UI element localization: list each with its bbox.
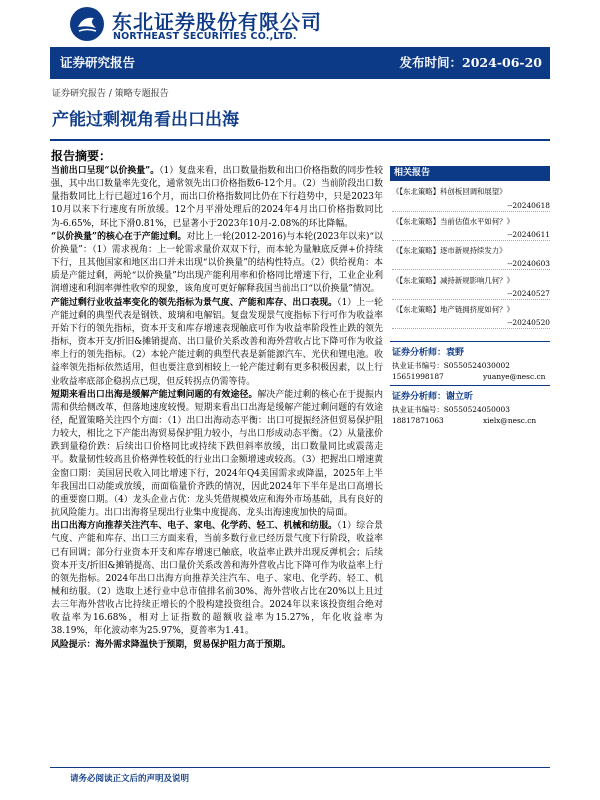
- summary-paragraph: [51, 389, 383, 521]
- divider: [392, 299, 550, 300]
- related-report-link[interactable]: 《【东北策略】当前估值水平如何？》: [392, 217, 514, 226]
- analyst-email[interactable]: xielx@nesc.cn: [483, 416, 537, 425]
- related-report-link[interactable]: 《【东北策略】逐市新规持续发力》: [392, 246, 507, 255]
- footer-disclaimer: 请务必阅读正文后的声明及说明: [70, 774, 190, 784]
- related-report-link[interactable]: 《【东北策略】科创板回调和展望》: [392, 187, 507, 196]
- analyst-license: 执业证书编号：S0550524030002: [392, 361, 510, 370]
- paragraph-lead: 产能过剩行业收益率变化的领先指标为景气度、产能和库存、出口表现。: [51, 297, 338, 308]
- risk-warning-text: 风险提示：海外需求降温快于预期，贸易保护阻力高于预期。: [51, 639, 291, 650]
- paragraph-lead: 出口出海方向推荐关注汽车、电子、家电、化学药、轻工、机械和纺服。: [51, 521, 338, 532]
- analyst-phone: 15651998187: [392, 372, 444, 381]
- analyst-heading: 证券分析师：谢立昕: [392, 392, 474, 402]
- company-logo-icon: [70, 7, 104, 41]
- paragraph-lead: “以价换量”的核心在于产能过剩。: [51, 231, 187, 242]
- publish-date-label: 发布时间：2024-06-20: [399, 55, 542, 70]
- paragraph-text: （1）复盘来看，出口数量指数和出口价格指数的同步性较强，其中出口数量率先变化，通常领先出口价格指数6-12个月。（2）当前阶段出口数量指数同比上行已超过16个月，而出口价格指数同比仍在下行趋势中，只是2023年10月以来下行速度有所放缓。12个月平滑处理后的2024年4月出口价格指数同比为-6.65%，环比下滑0.81%，已显著小于2023年10月-2.08%的环比降幅。: [51, 166, 383, 229]
- divider: [392, 211, 550, 212]
- summary-body: [51, 165, 383, 652]
- related-report-link[interactable]: 《【东北策略】减持新规影响几何？》: [392, 276, 514, 285]
- related-report-link[interactable]: 《【东北策略】地产链拥挤度如何？》: [392, 305, 514, 314]
- breadcrumb: 证券研究报告 / 策略专题报告: [52, 89, 169, 99]
- related-report-date: --20240618: [507, 201, 550, 210]
- related-reports-heading: 相关报告: [390, 166, 550, 181]
- report-type-label: 证券研究报告: [60, 55, 136, 70]
- report-title: 产能过剩视角看出口出海: [52, 110, 239, 130]
- paragraph-text: 对比上一轮(2012-2016)与本轮(2023年以来)“以价换量”：（1）需求视角：上一轮需求量价双双下行，而本轮为量触底反弹+价持续下行，且其他国家和地区出口并未出现“以价换量”的结构性特点。（2）供给视角：本质是产能过剩，两轮“以价换量”均出现产能利用率和价格同比增速下行，工业企业利润增速和利润率弹性收窄的现象，该角度可更好解释我国当前出口“以价换量”情况。: [51, 231, 383, 295]
- footer-divider: [50, 767, 550, 768]
- related-report-date: --20240611: [507, 230, 550, 239]
- risk-warning: [51, 639, 383, 652]
- paragraph-text: （1）综合景气度、产能和库存、出口三方面来看，当前多数行业已经历景气度下行阶段，收益率已有回调；部分行业资本开支和库存增速已触底，收益率止跌并出现反弹机会；后续资本开支/折旧&摊销提高、出口量价关系改善和海外营收占比下降可作为收益率上行的领先指标。2024年出口出海方向推荐关注汽车、电子、家电、化学药、轻工、机械和纺服。（2）选取上述行业中总市值排名前30%、海外营收占比在20%以上且过去三年海外营收占比持续正增长的个股构建投资组合。2024年以来该投资组合绝对收益率为16.68%，相对上证指数的超额收益率为15.27%，年化收益率为38.19%，年化波动率为25.97%，夏普率为1.41。: [51, 521, 383, 637]
- analyst-email[interactable]: yuanye@nesc.cn: [483, 372, 546, 381]
- analyst-phone: 18817871063: [392, 416, 444, 425]
- company-name-en: NORTHEAST SECURITIES CO.,LTD.: [113, 31, 297, 42]
- summary-paragraph: [51, 231, 383, 297]
- paragraph-lead: 短期来看出口出海是缓解产能过剩问题的有效途径。: [51, 389, 258, 400]
- title-divider: [50, 139, 550, 141]
- summary-paragraph: [51, 297, 383, 389]
- summary-paragraph: [51, 165, 383, 231]
- analyst-heading: 证券分析师：袁野: [392, 348, 465, 358]
- summary-paragraph: [51, 520, 383, 638]
- paragraph-lead: 当前出口呈现“以价换量”。: [51, 166, 160, 176]
- analyst-divider: [390, 385, 550, 386]
- company-name-cn: 东北证券股份有限公司: [112, 10, 322, 34]
- divider: [392, 328, 550, 329]
- summary-heading: 报告摘要：: [51, 149, 112, 163]
- divider: [392, 240, 550, 241]
- paragraph-text: （1）上一轮产能过剩的典型代表是钢铁、玻璃和电解铝。复盘发现景气度指标下行可作为收益率开始下行的领先指标，资本开支和库存增速表现触底可作为收益率阶段性止跌的领先指标，资本开支/折旧&摊销提高、出口量价关系改善和海外营收占比下降可作为收益率上行的领先指标。（2）本轮产能过剩的典型代表是新能源汽车、光伏和锂电池。收益率领先指标依然适用，但也要注意到相较上一轮产能过剩有更多积极因素，以上行业收益率底部企稳拐点已现，但反转拐点仍需等待。: [51, 297, 383, 387]
- related-report-date: --20240603: [507, 259, 550, 268]
- analyst-license: 执业证书编号：S0550524050003: [392, 405, 510, 414]
- related-report-date: --20240527: [507, 289, 550, 298]
- related-report-date: --20240520: [507, 318, 550, 327]
- paragraph-text: 解决产能过剩的核心在于提振内需和供给侧改革，但落地速度较慢。短期来看出口出海是缓解产能过剩问题的有效途径，配置策略关注四个方面：（1）出口出海动态平衡：出口可提振经济但贸易保护阻力较大，相比之下产能出海贸易保护阻力较小，与出口形成动态平衡。（2）从量涨价跌到量稳价跌：后续出口价格同比或持续下跌但斜率放缓，出口数量同比或震荡走平。数量韧性较高且价格弹性较低的行业出口金额增速或较高。（3）把握出口增速黄金窗口期：美国居民收入同比增速下行，2024年Q4美国需求或降温，2025年上半年我国出口动能或放缓，而面临量价齐跌的情况，因此2024年下半年是出口高增长的重要窗口期。（4）龙头企业占优：龙头凭借规模效应和海外市场基础，具有良好的抗风险能力。出口出海将呈现出行业集中度提高、龙头出海速度加快的局面。: [51, 389, 384, 519]
- analyst-divider: [390, 341, 550, 342]
- divider: [392, 269, 550, 270]
